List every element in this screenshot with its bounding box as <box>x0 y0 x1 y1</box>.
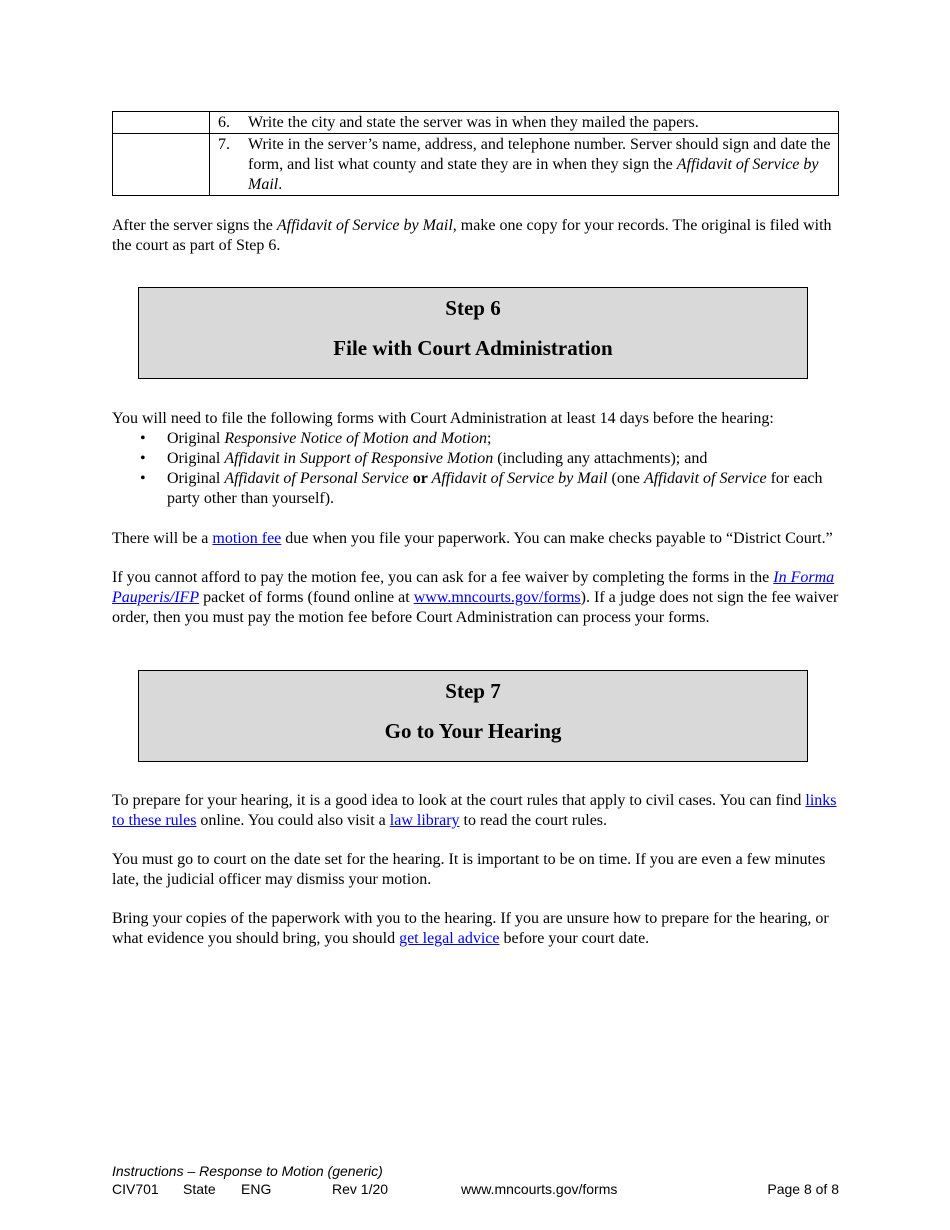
motion-fee-paragraph: There will be a motion fee due when you file your paperwork. You can make checks payable to “District Court.” <box>112 530 833 547</box>
step7-heading-box <box>138 670 808 762</box>
footer-url: www.mncourts.gov/forms <box>461 1181 618 1197</box>
step7-title: Step 7 <box>445 679 501 703</box>
on-time-paragraph: You must go to court on the date set for the hearing. It is important to be on time. If you are even a few minutes late, the judicial officer may dismiss your motion. <box>112 851 826 888</box>
list-item: • Original Affidavit of Personal Service or Affidavit of Service by Mail (one Affidavit of Service for each party other than yourself). <box>112 469 839 509</box>
step7-subtitle: Go to Your Hearing <box>384 719 562 743</box>
footer-revision: Rev 1/20 <box>332 1181 389 1197</box>
step6-title: Step 6 <box>445 296 501 320</box>
forms-list <box>112 429 839 509</box>
step-number: 7. <box>218 136 230 153</box>
filing-intro: You will need to file the following forms with Court Administration at least 14 days before the hearing: <box>112 410 774 427</box>
footer-state: State <box>183 1181 216 1197</box>
footer-form-number: CIV701 <box>112 1181 159 1197</box>
step-number: 6. <box>218 114 230 131</box>
court-rules-link[interactable]: links to these rules <box>112 792 837 829</box>
law-library-link[interactable]: law library <box>389 812 460 829</box>
footer-language: ENG <box>241 1181 272 1197</box>
footer-title: Instructions – Response to Motion (generic) <box>112 1163 383 1179</box>
step6-heading-box <box>138 287 808 379</box>
mncourts-forms-link[interactable]: www.mncourts.gov/forms <box>413 589 581 606</box>
page-content <box>112 111 839 949</box>
motion-fee-link[interactable]: motion fee <box>212 530 282 547</box>
ifp-link[interactable]: In Forma Pauperis/IFP <box>112 569 835 606</box>
page-footer <box>112 1162 839 1198</box>
table-row <box>113 112 839 134</box>
list-item: • Original Responsive Notice of Motion and Motion; <box>112 429 839 449</box>
prepare-paragraph: To prepare for your hearing, it is a good idea to look at the court rules that apply to civil cases. You can find links to these rules online. You could also visit a law library to read the court rules. <box>112 792 837 829</box>
table-row <box>113 134 839 196</box>
step-text: Write in the server’s name, address, and telephone number. Server should sign and date the form, and list what county and state they are in when they sign the Affidavit of Service by Mail. <box>248 136 831 193</box>
step6-subtitle: File with Court Administration <box>333 336 613 360</box>
footer-page-number: Page 8 of 8 <box>767 1181 839 1197</box>
step-text: Write the city and state the server was in when they mailed the papers. <box>248 114 699 131</box>
bring-paperwork-paragraph: Bring your copies of the paperwork with you to the hearing. If you are unsure how to prepare for the hearing, or what evidence you should bring, you should get legal advice before your court date. <box>112 910 829 947</box>
instructions-table <box>112 111 839 196</box>
fee-waiver-paragraph: If you cannot afford to pay the motion fee, you can ask for a fee waiver by completing the forms in the In Forma Pauperis/IFP packet of forms (found online at www.mncourts.gov/forms). If a judge does not sign the fee waiver order, then you must pay the motion fee before Court Administration can process your forms. <box>112 569 839 626</box>
after-server-paragraph: After the server signs the Affidavit of Service by Mail, make one copy for your records. The original is filed with the court as part of Step 6. <box>112 217 832 254</box>
list-item: • Original Affidavit in Support of Responsive Motion (including any attachments); and <box>112 449 839 469</box>
legal-advice-link[interactable]: get legal advice <box>399 930 500 947</box>
